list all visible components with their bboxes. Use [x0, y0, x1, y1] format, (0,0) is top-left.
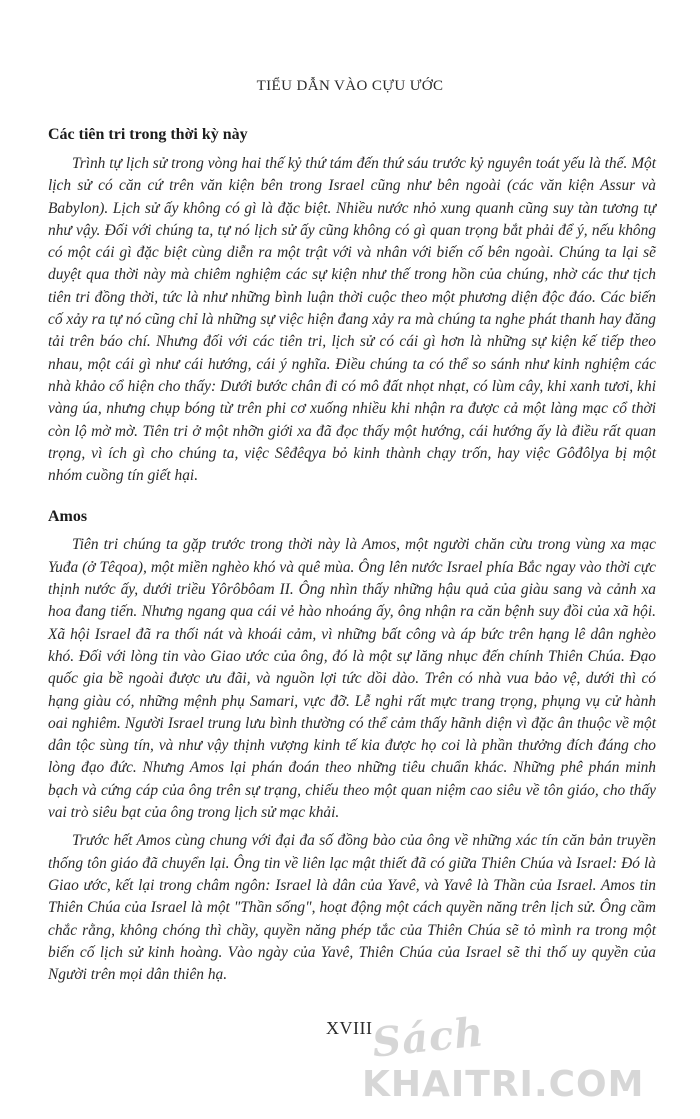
page-body	[48, 124, 656, 986]
paragraph: Tiên tri chúng ta gặp trước trong thời này là Amos, một người chăn cừu trong vùng xa mạc Yuđa (ở Têqoa), một miền nghèo khó và quê mùa. Ông lên nước Israel phía Bắc ngay vào thời cực thịnh nước ấy, dưới triều Yôrôbôam II. Ông nhìn thấy những hậu quả của giàu sang và cảnh xa hoa đang tiến. Nhưng ngang qua cái vẻ hào nhoáng ấy, ông nhận ra căn bệnh suy đồi của xã hội. Xã hội Israel đã ra thối nát và khoái cảm, vì những bất công và áp bức trên hạng lê dân nghèo khó. Đối với lòng tin vào Giao ước của ông, đó là một sự lăng nhục đến chính Thiên Chúa. Đạo quốc gia bề ngoài được ưu đãi, và nguồn lợi tức dồi dào. Trên có nhà vua bảo vệ, dưới thì có hạng giàu có, những mệnh phụ Samari, vực đỡ. Lễ nghi rất mực trang trọng, phụng vụ cử hành oai nghiêm. Người Israel trung lưu bình thường có thể cảm thấy hãnh diện vì đặc ân thuộc về một dân tộc sùng tín, và như vậy thịnh vượng kinh tế kia được họ coi là phần thưởng đích đáng cho lòng đạo đức. Nhưng Amos lại phán đoán theo những tiêu chuẩn khác. Những phê phán minh bạch và cứng cáp của ông trên sự trạng, chiếu theo một quan niệm cao siêu về tôn giáo, cho thấy vai trò siêu bạt của ông trong lịch sử mạc khải.	[48, 536, 656, 822]
section-heading-prophets: Các tiên tri trong thời kỳ này	[48, 126, 248, 143]
section-heading-amos: Amos	[48, 508, 88, 526]
running-header: TIỂU DẪN VÀO CỰU ƯỚC	[256, 78, 444, 94]
watermark-site-text: KHAITRI.COM	[362, 1064, 645, 1105]
paragraph: Trước hết Amos cùng chung với đại đa số đồng bào của ông về những xác tín căn bản truyền thống tôn giáo đã chuyển lại. Ông tin về liên lạc mật thiết đã có giữa Thiên Chúa và Israel: Đó là Giao ước, kết lại trong châm ngôn: Israel là dân của Yavê, và Yavê là Thần của Israel. Amos tin Thiên Chúa của Israel là một "Thần sống", hoạt động một cách quyền năng trên lịch sử. Ông cầm chắc rằng, không chóng thì chầy, quyền năng phép tắc của Thiên Chúa sẽ tỏ mình ra trong một biến cố lịch sử kinh hoàng. Vào ngày của Yavê, Thiên Chúa của Israel sẽ thi thố uy quyền của Người trên mọi dân thiên hạ.	[48, 832, 656, 984]
watermark-logo	[336, 1008, 666, 1112]
paragraph: Trình tự lịch sử trong vòng hai thế kỷ thứ tám đến thứ sáu trước kỷ nguyên toát yếu là thế. Một lịch sử có căn cứ trên văn kiện bên trong Israel cũng như bên ngoài (các văn kiện Assur và Babylon). Lịch sử ấy không có gì là đặc biệt. Nhiều nước nhỏ xung quanh cũng suy tàn tương tự như vậy. Đối với chúng ta, tự nó lịch sử ấy cũng không có gì quan trọng bắt phải để ý, nếu không có một cái gì đặc biệt cùng diễn ra một trật với và nhân với biến cố bên ngoài. Chúng ta lại sẽ duyệt qua thời này mà chiêm nghiệm các sự kiện như thế trong hồn của chúng, nhờ các thư tịch tiên tri đồng thời, tức là như những bình luận thời cuộc theo một phương diện độc đáo. Các biến cố xảy ra tự nó cũng chỉ là những sự việc hiện đang xảy ra mà chúng ta nghe phát thanh hay đăng tải trên báo chí. Nhưng đối với các tiên tri, lịch sử có cái gì hơn là những sự kiện kế tiếp theo nhau, một cái gì như cái hướng, cái ý nghĩa. Điều chúng ta có thể so sánh như kinh nghiệm các nhà khảo cổ hiện cho thấy: Dưới bước chân đi có mô đất nhọt nhạt, có lùm cây, khi xanh tươi, khi vàng úa, nhưng chụp bóng từ trên phi cơ xuống nhiều khi nhận ra được cả một làng mạc cổ thời còn lộ mờ mờ. Tiên tri ở một nhỡn giới xa đã đọc thấy một hướng, cái hướng ấy là điều rất quan trọng, vì ích gì cho chúng ta, việc Sêđêqya bỏ kinh thành chạy trốn, hay việc Gôđôlya bị một nhóm cuồng tín giết hại.	[48, 155, 656, 485]
watermark-script-text: Sách	[369, 1008, 487, 1067]
page-number: XVIII	[326, 1018, 373, 1038]
